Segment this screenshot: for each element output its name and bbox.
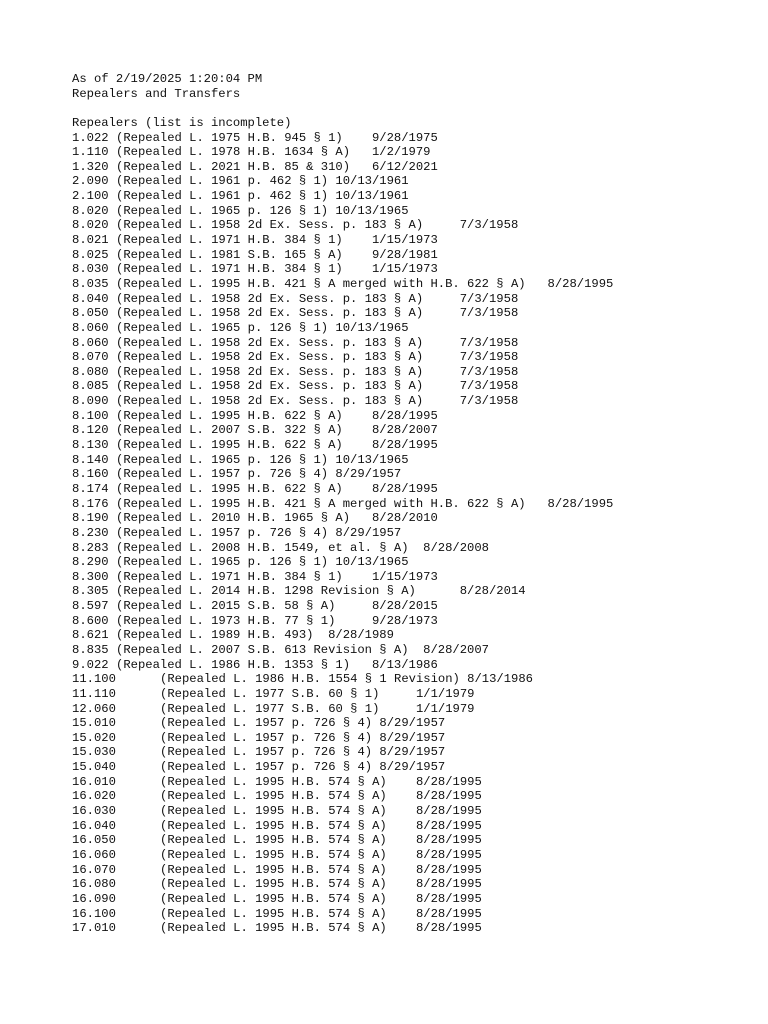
list-item	[72, 613, 438, 629]
list-item	[72, 423, 438, 438]
list-item	[72, 364, 519, 380]
section-number: 16.010	[72, 774, 116, 789]
section-number: 8.100	[72, 408, 109, 423]
list-item	[72, 276, 614, 292]
list-item	[72, 672, 533, 687]
section-number: 16.100	[72, 906, 116, 921]
section-number: 8.025	[72, 247, 109, 262]
repeal-details: (Repealed L. 2014 H.B. 1298 Revision § A) 8/28/2014	[116, 584, 526, 599]
repeal-details: (Repealed L. 1995 H.B. 574 § A) 8/28/1995	[160, 891, 482, 906]
repeal-details: (Repealed L. 1995 H.B. 574 § A) 8/28/1995	[160, 833, 482, 848]
list-item	[72, 716, 446, 731]
section-number: 8.140	[72, 452, 109, 467]
repeal-details: (Repealed L. 1961 p. 462 § 1) 10/13/1961	[116, 189, 409, 204]
section-number: 8.597	[72, 599, 109, 614]
repeal-details: (Repealed L. 1977 S.B. 60 § 1) 1/1/1979	[160, 686, 475, 701]
section-number: 16.020	[72, 789, 116, 804]
list-item	[72, 628, 394, 643]
section-number: 8.080	[72, 364, 109, 379]
repeal-details: (Repealed L. 1965 p. 126 § 1) 10/13/1965	[116, 555, 409, 570]
repeal-details: (Repealed L. 1995 H.B. 574 § A) 8/28/1995	[160, 774, 482, 789]
repeal-details: (Repealed L. 1986 H.B. 1353 § 1) 8/13/1986	[116, 657, 438, 672]
repeal-details: (Repealed L. 1975 H.B. 945 § 1) 9/28/1975	[116, 130, 438, 145]
list-item	[72, 555, 409, 570]
section-number: 8.290	[72, 555, 109, 570]
repeal-details: (Repealed L. 1995 H.B. 622 § A) 8/28/1995	[116, 408, 438, 423]
section-number: 9.022	[72, 657, 109, 672]
list-item	[72, 159, 438, 175]
repeal-details: (Repealed L. 1995 H.B. 574 § A) 8/28/1995	[160, 789, 482, 804]
section-number: 12.060	[72, 701, 116, 716]
section-number: 16.090	[72, 891, 116, 906]
repeal-details: (Repealed L. 1995 H.B. 574 § A) 8/28/1995	[160, 818, 482, 833]
repeal-details: (Repealed L. 2021 H.B. 85 & 310) 6/12/2021	[116, 159, 438, 174]
repeal-details: (Repealed L. 1958 2d Ex. Sess. p. 183 § A) 7/3/1958	[116, 335, 519, 350]
repeal-details: (Repealed L. 1995 H.B. 421 § A merged with H.B. 622 § A) 8/28/1995	[116, 496, 614, 511]
section-number: 8.050	[72, 306, 109, 321]
repeal-details: (Repealed L. 1971 H.B. 384 § 1) 1/15/1973	[116, 569, 438, 584]
list-item	[72, 511, 438, 526]
repeal-details: (Repealed L. 1957 p. 726 § 4) 8/29/1957	[116, 525, 402, 540]
list-item	[72, 745, 446, 760]
list-item	[72, 847, 482, 863]
section-number: 8.283	[72, 540, 109, 555]
repeal-details: (Repealed L. 1995 H.B. 622 § A) 8/28/1995	[116, 481, 438, 496]
list-item	[72, 599, 438, 614]
section-number: 16.080	[72, 877, 116, 892]
section-heading: Repealers (list is incomplete)	[72, 115, 292, 130]
document-title: Repealers and Transfers	[72, 86, 241, 101]
section-number: 8.060	[72, 320, 109, 335]
list-item	[72, 804, 482, 819]
list-item	[72, 438, 438, 453]
list-item	[72, 525, 402, 541]
spacer	[72, 101, 291, 116]
section-number: 8.230	[72, 525, 109, 540]
list-item	[72, 130, 438, 146]
list-item	[72, 452, 409, 468]
section-number: 8.835	[72, 642, 109, 657]
repeal-details: (Repealed L. 1995 H.B. 574 § A) 8/28/1995	[160, 862, 482, 877]
list-item	[72, 174, 409, 189]
repeal-details: (Repealed L. 2010 H.B. 1965 § A) 8/28/2010	[116, 511, 438, 526]
repeal-details: (Repealed L. 1971 H.B. 384 § 1) 1/15/1973	[116, 233, 438, 248]
list-item	[72, 569, 438, 585]
list-item	[72, 145, 431, 160]
repeal-details: (Repealed L. 2015 S.B. 58 § A) 8/28/2015	[116, 599, 438, 614]
repeal-details: (Repealed L. 1978 H.B. 1634 § A) 1/2/1979	[116, 145, 431, 160]
repeal-details: (Repealed L. 1961 p. 462 § 1) 10/13/1961	[116, 174, 409, 189]
section-number: 8.300	[72, 569, 109, 584]
list-item	[72, 291, 519, 307]
repeal-details: (Repealed L. 2008 H.B. 1549, et al. § A) 8/28/2008	[116, 540, 489, 555]
list-item	[72, 701, 475, 717]
section-number: 8.190	[72, 511, 109, 526]
repeal-details: (Repealed L. 1957 p. 726 § 4) 8/29/1957	[160, 745, 446, 760]
repeal-details: (Repealed L. 1958 2d Ex. Sess. p. 183 § A) 7/3/1958	[116, 379, 519, 394]
section-number: 1.110	[72, 145, 109, 160]
section-number: 11.100	[72, 672, 116, 687]
list-item	[72, 496, 614, 512]
section-number: 8.120	[72, 423, 109, 438]
section-number: 8.035	[72, 276, 109, 291]
repeal-details: (Repealed L. 1958 2d Ex. Sess. p. 183 § A) 7/3/1958	[116, 291, 519, 306]
list-item	[72, 730, 446, 746]
list-item	[72, 394, 519, 409]
repeal-details: (Repealed L. 1957 p. 726 § 4) 8/29/1957	[160, 760, 446, 775]
repeal-details: (Repealed L. 1957 p. 726 § 4) 8/29/1957	[160, 730, 446, 745]
list-item	[72, 833, 482, 848]
repeal-details: (Repealed L. 1965 p. 126 § 1) 10/13/1965	[116, 320, 409, 335]
list-item	[72, 760, 446, 775]
list-item	[72, 218, 519, 233]
section-number: 15.030	[72, 745, 116, 760]
as-of-timestamp: As of 2/19/2025 1:20:04 PM	[72, 72, 263, 86]
repeal-details: (Repealed L. 1995 H.B. 622 § A) 8/28/1995	[116, 438, 438, 453]
list-item	[72, 379, 519, 394]
list-item	[72, 203, 409, 219]
repeal-details: (Repealed L. 1971 H.B. 384 § 1) 1/15/1973	[116, 262, 438, 277]
list-item	[72, 467, 402, 482]
section-number: 8.021	[72, 233, 109, 248]
list-item	[72, 540, 489, 556]
repeal-details: (Repealed L. 1995 H.B. 421 § A merged with H.B. 622 § A) 8/28/1995	[116, 276, 614, 291]
section-number: 17.010	[72, 921, 116, 936]
section-number: 8.090	[72, 394, 109, 409]
list-item	[72, 233, 438, 248]
list-item	[72, 350, 519, 365]
list-item	[72, 189, 409, 204]
section-number: 11.110	[72, 686, 116, 701]
section-number: 16.060	[72, 847, 116, 862]
list-item	[72, 584, 526, 599]
section-number: 8.020	[72, 218, 109, 233]
list-item	[72, 789, 482, 804]
section-number: 8.176	[72, 496, 109, 511]
section-number: 8.020	[72, 203, 109, 218]
repeal-details: (Repealed L. 1977 S.B. 60 § 1) 1/1/1979	[160, 701, 475, 716]
list-item	[72, 818, 482, 834]
section-number: 15.020	[72, 730, 116, 745]
repeal-details: (Repealed L. 1995 H.B. 574 § A) 8/28/1995	[160, 804, 482, 819]
list-item	[72, 408, 438, 424]
repeal-details: (Repealed L. 1958 2d Ex. Sess. p. 183 § A) 7/3/1958	[116, 218, 519, 233]
section-number: 1.320	[72, 159, 109, 174]
section-number: 8.060	[72, 335, 109, 350]
section-number: 15.010	[72, 716, 116, 731]
section-number: 8.040	[72, 291, 109, 306]
list-item	[72, 891, 482, 907]
repeal-details: (Repealed L. 1958 2d Ex. Sess. p. 183 § A) 7/3/1958	[116, 394, 519, 409]
section-number: 2.090	[72, 174, 109, 189]
list-item	[72, 686, 475, 702]
section-number: 8.305	[72, 584, 109, 599]
repeal-details: (Repealed L. 1958 2d Ex. Sess. p. 183 § A) 7/3/1958	[116, 364, 519, 379]
repeal-details: (Repealed L. 1965 p. 126 § 1) 10/13/1965	[116, 452, 409, 467]
repeal-details: (Repealed L. 1958 2d Ex. Sess. p. 183 § A) 7/3/1958	[116, 306, 519, 321]
repeal-details: (Repealed L. 2007 S.B. 322 § A) 8/28/2007	[116, 423, 438, 438]
section-number: 8.030	[72, 262, 109, 277]
list-item	[72, 906, 482, 922]
document-body	[72, 72, 614, 936]
section-number: 15.040	[72, 760, 116, 775]
list-item	[72, 657, 438, 673]
section-number: 8.621	[72, 628, 109, 643]
list-item	[72, 262, 438, 277]
repeal-details: (Repealed L. 2007 S.B. 613 Revision § A) 8/28/2007	[116, 642, 489, 657]
repeal-details: (Repealed L. 1981 S.B. 165 § A) 9/28/1981	[116, 247, 438, 262]
section-number: 8.130	[72, 438, 109, 453]
repeal-details: (Repealed L. 1995 H.B. 574 § A) 8/28/1995	[160, 906, 482, 921]
list-item	[72, 306, 519, 321]
list-item	[72, 862, 482, 878]
section-number: 16.070	[72, 862, 116, 877]
repealer-list	[72, 130, 614, 936]
repeal-details: (Repealed L. 1989 H.B. 493) 8/28/1989	[116, 628, 394, 643]
section-number: 8.070	[72, 350, 109, 365]
section-number: 16.050	[72, 833, 116, 848]
repeal-details: (Repealed L. 1957 p. 726 § 4) 8/29/1957	[160, 716, 446, 731]
section-number: 16.040	[72, 818, 116, 833]
section-number: 1.022	[72, 130, 109, 145]
section-number: 8.085	[72, 379, 109, 394]
list-item	[72, 247, 438, 263]
repeal-details: (Repealed L. 1995 H.B. 574 § A) 8/28/1995	[160, 921, 482, 936]
repeal-details: (Repealed L. 1958 2d Ex. Sess. p. 183 § A) 7/3/1958	[116, 350, 519, 365]
repeal-details: (Repealed L. 1995 H.B. 574 § A) 8/28/1995	[160, 847, 482, 862]
section-number: 8.600	[72, 613, 109, 628]
list-item	[72, 320, 409, 336]
repeal-details: (Repealed L. 1973 H.B. 77 § 1) 9/28/1973	[116, 613, 438, 628]
repeal-details: (Repealed L. 1995 H.B. 574 § A) 8/28/1995	[160, 877, 482, 892]
list-item	[72, 774, 482, 790]
section-number: 16.030	[72, 804, 116, 819]
section-number: 2.100	[72, 189, 109, 204]
section-number: 8.160	[72, 467, 109, 482]
list-item	[72, 481, 438, 497]
list-item	[72, 877, 482, 892]
repeal-details: (Repealed L. 1965 p. 126 § 1) 10/13/1965	[116, 203, 409, 218]
list-item	[72, 642, 489, 658]
list-item	[72, 921, 482, 936]
section-number: 8.174	[72, 481, 109, 496]
list-item	[72, 335, 519, 351]
repeal-details: (Repealed L. 1986 H.B. 1554 § 1 Revision) 8/13/1986	[160, 672, 533, 687]
repeal-details: (Repealed L. 1957 p. 726 § 4) 8/29/1957	[116, 467, 402, 482]
